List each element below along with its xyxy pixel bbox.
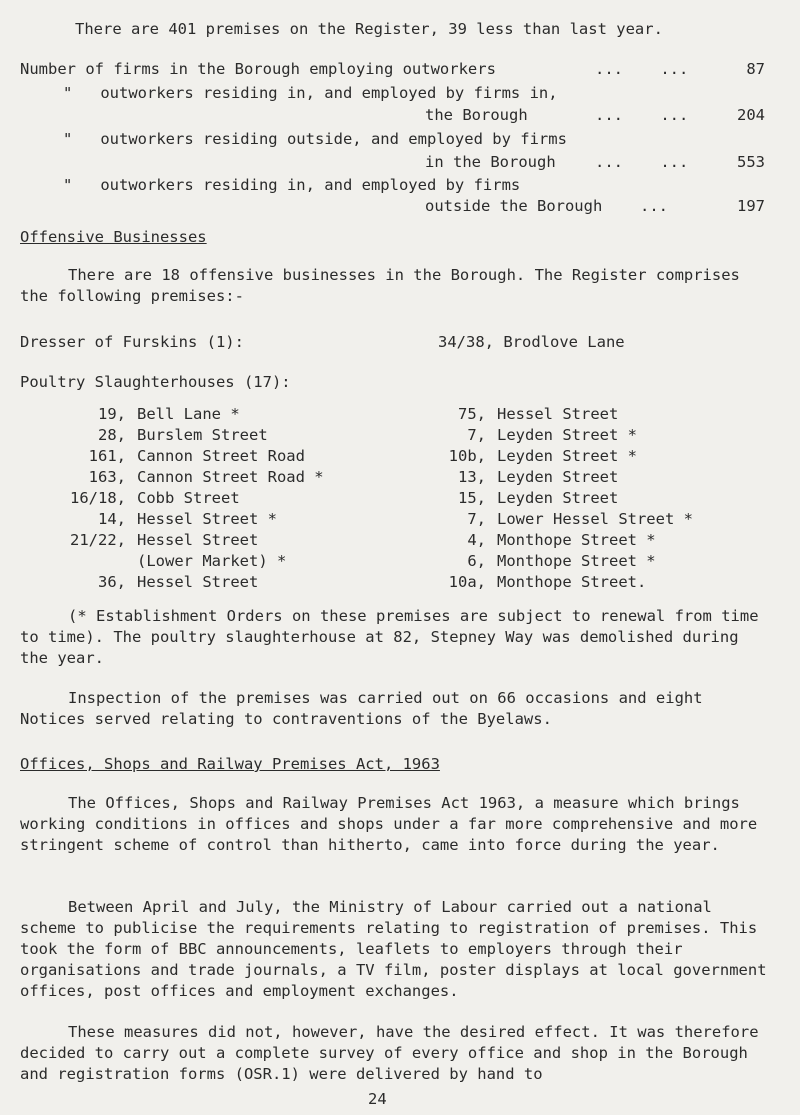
address-street: Leyden Street * bbox=[497, 426, 637, 444]
offices-paragraph: These measures did not, however, have the desired effect. It was therefore decided to carry out a complete survey of every office and shop in the Borough and registration forms (OSR.1) were delivered by hand to bbox=[20, 1023, 759, 1083]
address-street: Cobb Street bbox=[137, 489, 240, 507]
address-street: (Lower Market) * bbox=[137, 552, 287, 570]
address-street: Monthope Street * bbox=[497, 552, 656, 570]
section-heading: Offices, Shops and Railway Premises Act, 1963 bbox=[20, 755, 440, 773]
outworkers-row-value: 204 bbox=[737, 106, 765, 124]
address-number: 36, bbox=[98, 573, 126, 591]
outworkers-row-continuation: the Borough bbox=[425, 106, 528, 124]
outworkers-row-value: 553 bbox=[737, 153, 765, 171]
dresser-label: Dresser of Furskins (1): bbox=[20, 333, 244, 351]
address-street: Leyden Street bbox=[497, 468, 619, 486]
outworkers-row-dots: ... ... bbox=[595, 60, 689, 78]
address-number: 75, bbox=[458, 405, 486, 423]
address-street: Hessel Street bbox=[137, 531, 259, 549]
address-number: 28, bbox=[98, 426, 126, 444]
address-street: Hessel Street bbox=[497, 405, 619, 423]
address-number: 21/22, bbox=[70, 531, 126, 549]
dresser-address: 34/38, Brodlove Lane bbox=[438, 333, 625, 351]
outworkers-row-label: " outworkers residing outside, and employed by firms bbox=[63, 130, 567, 148]
offensive-intro: There are 18 offensive businesses in the Borough. The Register comprises the following premises:- bbox=[20, 266, 740, 305]
inspection-paragraph: Inspection of the premises was carried out on 66 occasions and eight Notices served relating to contraventions of the Byelaws. bbox=[20, 689, 703, 728]
outworkers-row-label: " outworkers residing in, and employed by firms in, bbox=[63, 84, 558, 102]
address-number: 10b, bbox=[448, 447, 486, 465]
address-street: Lower Hessel Street * bbox=[497, 510, 693, 528]
outworkers-row-continuation: outside the Borough bbox=[425, 197, 603, 215]
outworkers-row-value: 197 bbox=[737, 197, 765, 215]
address-street: Monthope Street. bbox=[497, 573, 647, 591]
outworkers-row-label: Number of firms in the Borough employing outworkers bbox=[20, 60, 496, 78]
outworkers-row-dots: ... ... bbox=[595, 153, 689, 171]
address-street: Hessel Street bbox=[137, 573, 259, 591]
establishment-note: (* Establishment Orders on these premises are subject to renewal from time to time). The poultry slaughterhouse at 82, Stepney Way was demolished during the year. bbox=[20, 607, 759, 667]
intro-line: There are 401 premises on the Register, 39 less than last year. bbox=[75, 20, 663, 38]
address-street: Bell Lane * bbox=[137, 405, 240, 423]
address-number: 15, bbox=[458, 489, 486, 507]
poultry-label: Poultry Slaughterhouses (17): bbox=[20, 373, 291, 391]
address-number: 19, bbox=[98, 405, 126, 423]
outworkers-row-dots: ... ... bbox=[595, 106, 689, 124]
offices-paragraph: The Offices, Shops and Railway Premises Act 1963, a measure which brings working conditions in offices and shops under a far more comprehensive and more stringent scheme of control than hitherto, came into force during the year. bbox=[20, 794, 758, 854]
address-street: Cannon Street Road * bbox=[137, 468, 324, 486]
address-number: 13, bbox=[458, 468, 486, 486]
page-number: 24 bbox=[368, 1090, 387, 1108]
address-street: Hessel Street * bbox=[137, 510, 277, 528]
address-number: 16/18, bbox=[70, 489, 126, 507]
outworkers-row-value: 87 bbox=[746, 60, 765, 78]
address-number: 7, bbox=[467, 426, 486, 444]
address-street: Burslem Street bbox=[137, 426, 268, 444]
address-number: 6, bbox=[467, 552, 486, 570]
outworkers-row-dots: ... bbox=[640, 197, 668, 215]
section-heading: Offensive Businesses bbox=[20, 228, 207, 246]
address-street: Leyden Street bbox=[497, 489, 619, 507]
address-street: Cannon Street Road bbox=[137, 447, 305, 465]
address-number: 10a, bbox=[448, 573, 486, 591]
address-number: 14, bbox=[98, 510, 126, 528]
address-number: 4, bbox=[467, 531, 486, 549]
offices-paragraph: Between April and July, the Ministry of Labour carried out a national scheme to publicise the requirements relating to registration of premises. This took the form of BBC announcements, leaflets to employers through their organisations and trade journals, a TV film, poster displays at local government offices, post offices and employment exchanges. bbox=[20, 898, 767, 1000]
address-street: Monthope Street * bbox=[497, 531, 656, 549]
address-street: Leyden Street * bbox=[497, 447, 637, 465]
outworkers-row-label: " outworkers residing in, and employed by firms bbox=[63, 176, 521, 194]
outworkers-row-continuation: in the Borough bbox=[425, 153, 556, 171]
address-number: 161, bbox=[88, 447, 126, 465]
address-number: 163, bbox=[88, 468, 126, 486]
address-number: 7, bbox=[467, 510, 486, 528]
